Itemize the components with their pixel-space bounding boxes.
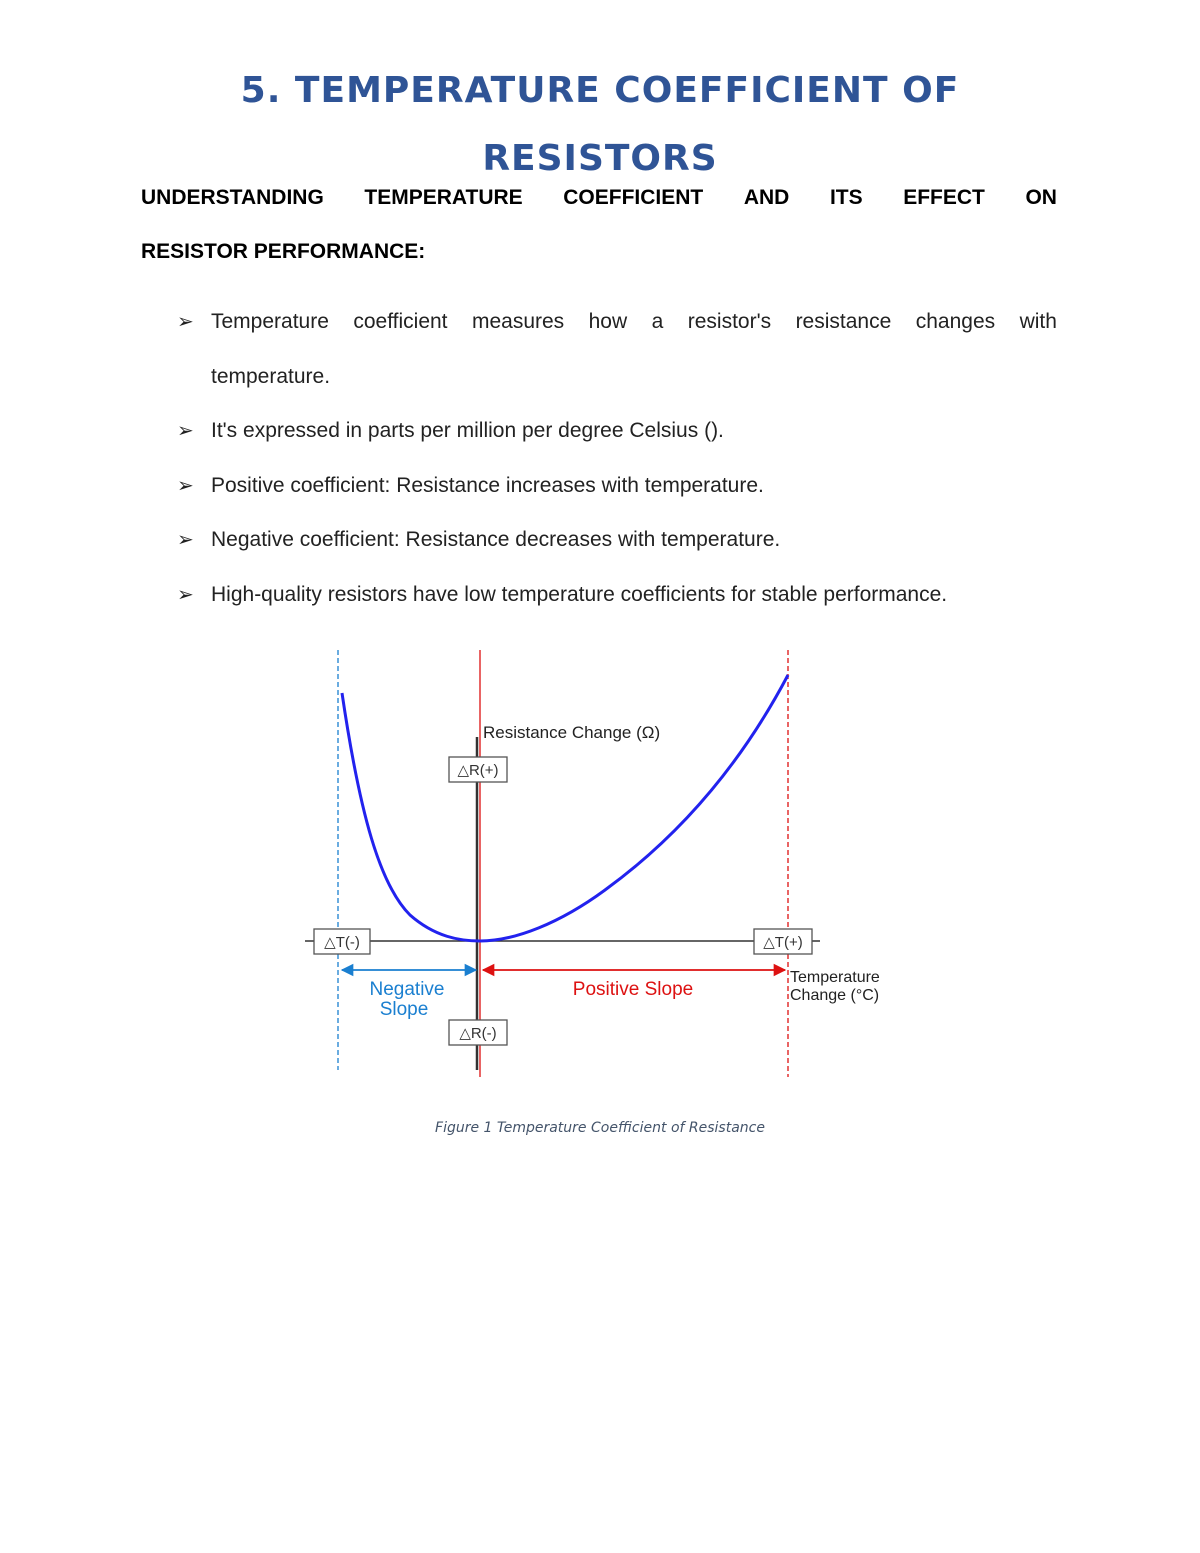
bullet-text: It's expressed in parts per million per degree Celsius (). xyxy=(211,419,724,442)
bullet-word: how xyxy=(588,310,628,333)
bullet-text xyxy=(211,310,1057,334)
section-subheading xyxy=(141,186,1057,210)
subheading-word: ITS xyxy=(829,186,863,209)
bullet-text: Negative coefficient: Resistance decreases with temperature. xyxy=(211,528,781,551)
negative-slope-label-continued: Slope xyxy=(379,999,429,1020)
subheading-word: COEFFICIENT xyxy=(563,186,704,209)
delta-r-plus-label: △R(+) xyxy=(457,762,499,779)
y-axis-label: Resistance Change (Ω) xyxy=(483,723,661,742)
delta-r-minus-label: △R(-) xyxy=(459,1025,497,1042)
delta-t-plus-label: △T(+) xyxy=(763,934,803,951)
resistance-curve xyxy=(342,675,788,941)
tcr-diagram xyxy=(300,645,905,1085)
arrow-bullet-icon: ➢ xyxy=(177,475,194,497)
bullet-word: Temperature xyxy=(211,310,329,333)
bullet-text: temperature. xyxy=(211,365,331,388)
bullet-word: coefficient xyxy=(353,310,448,333)
negative-slope-label: Negative xyxy=(369,979,445,1000)
subheading-word: EFFECT xyxy=(903,186,985,209)
bullet-word: changes xyxy=(915,310,996,333)
page-title: 5. TEMPERATURE COEFFICIENT OF xyxy=(240,70,960,111)
subheading-word: TEMPERATURE xyxy=(364,186,523,209)
bullet-text: High-quality resistors have low temperature coefficients for stable performance. xyxy=(211,583,948,606)
page-title-continued: RESISTORS xyxy=(482,138,718,179)
bullet-word: resistor's xyxy=(687,310,772,333)
arrow-bullet-icon: ➢ xyxy=(177,420,194,442)
bullet-word: with xyxy=(1019,310,1057,333)
x-axis-label: Temperature xyxy=(790,969,880,986)
delta-t-minus-label: △T(-) xyxy=(324,934,360,951)
arrow-bullet-icon: ➢ xyxy=(177,311,194,333)
figure-caption: Figure 1 Temperature Coefficient of Resistance xyxy=(435,1120,765,1136)
bullet-word: resistance xyxy=(795,310,892,333)
subheading-word: ON xyxy=(1025,186,1057,209)
subheading-word: UNDERSTANDING xyxy=(141,186,324,209)
arrow-bullet-icon: ➢ xyxy=(177,529,194,551)
bullet-word: a xyxy=(651,310,664,333)
bullet-text: Positive coefficient: Resistance increases with temperature. xyxy=(211,474,764,497)
positive-slope-label: Positive Slope xyxy=(572,979,694,1000)
arrow-bullet-icon: ➢ xyxy=(177,584,194,606)
x-axis-label-continued: Change (°C) xyxy=(790,987,880,1004)
subheading-word: AND xyxy=(743,186,790,209)
bullet-word: measures xyxy=(471,310,565,333)
section-subheading-continued: RESISTOR PERFORMANCE: xyxy=(141,240,426,263)
